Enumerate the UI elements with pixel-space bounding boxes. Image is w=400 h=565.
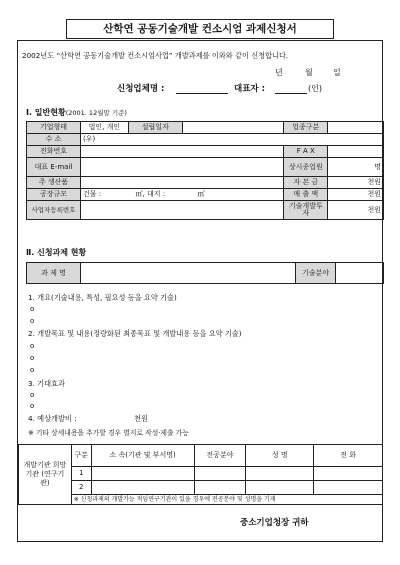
bullet: o: [30, 354, 35, 362]
phone-label: 전화번호: [27, 146, 81, 158]
rep-field[interactable]: [275, 93, 307, 94]
applicant-label: 신청업체명 :: [117, 84, 165, 94]
tech-field-label: 기술분야: [296, 263, 336, 284]
building-label: 건물 :: [82, 190, 102, 198]
tech-field-field[interactable]: [336, 263, 384, 284]
section1-title: Ⅰ. 일반현황: [26, 108, 66, 117]
land-unit: ㎡: [197, 190, 205, 198]
bizno-field[interactable]: [80, 201, 283, 220]
industry-field[interactable]: [328, 122, 384, 134]
bullet: o: [30, 317, 35, 325]
employees-unit[interactable]: 명: [328, 158, 384, 177]
section1-heading: [26, 109, 127, 117]
bullet: o: [30, 305, 35, 313]
product-field[interactable]: [80, 177, 283, 189]
founded-label: 설립일자: [128, 122, 182, 134]
industry-label: 업종구분: [284, 122, 328, 134]
fax-field[interactable]: [328, 146, 384, 158]
item-overview: 1. 개요(기술내용, 특성, 필요성 등을 요약 기술): [28, 293, 177, 302]
bullet: o: [30, 391, 35, 399]
intro-text: 2002년도 “산학연 공동기술개발 컨소시엄사업” 개발과제를 이와와 같이 신청합니다.: [22, 51, 289, 60]
seal-mark: (인): [308, 84, 322, 93]
founded-field[interactable]: [182, 122, 284, 134]
rep-label: 대표자 :: [234, 84, 265, 94]
col-division: 구분: [71, 445, 91, 467]
company-type-label: 기업형태: [27, 122, 81, 134]
dev-cost-label: 기술개발투자: [284, 201, 328, 220]
affiliation-field[interactable]: [91, 467, 194, 481]
section1-note: (2001. 12월말 기준): [65, 109, 127, 117]
phone-field[interactable]: [314, 481, 383, 495]
product-label: 주 생산품: [27, 177, 81, 189]
page-title: 산학연 공동기술개발 컨소시엄 과제신청서: [103, 23, 297, 35]
affiliation-field[interactable]: [91, 481, 194, 495]
field-field[interactable]: [194, 467, 246, 481]
row-number: 1: [71, 467, 91, 481]
date-day: 일: [333, 68, 341, 77]
factory-field[interactable]: [80, 189, 283, 201]
col-name: 성 명: [246, 445, 314, 467]
date-month: 월: [305, 68, 313, 77]
phone-field[interactable]: [314, 467, 383, 481]
item-budget-unit: 천원: [134, 414, 148, 423]
row-number: 2: [71, 481, 91, 495]
date-year: 년: [275, 68, 283, 77]
col-field: 전공분야: [194, 445, 246, 467]
institution-footnote: ※ 신청과제의 개발가능 적임연구기관이 있을 경우에 전공분야 및 성명을 기재: [71, 495, 382, 505]
col-affiliation: 소 속(기관 및 부서명): [91, 445, 194, 467]
applicant-field[interactable]: [176, 93, 228, 94]
bizno-label: 사업자등록번호: [27, 201, 81, 220]
capital-label: 자 본 금: [284, 177, 328, 189]
item-budget: 4. 예상개발비 :: [28, 414, 77, 423]
task-name-table: [26, 262, 384, 284]
item-effect: 3. 기대효과: [28, 379, 65, 388]
task-name-label: 과 제 명: [27, 263, 81, 284]
address-label: 수 소: [27, 134, 81, 146]
bullet: o: [30, 366, 35, 374]
sales-unit[interactable]: 천원: [328, 189, 384, 201]
extra-note: ※ 기타 상세내용을 추가할 경우 별지로 작성·제출 가능: [28, 429, 189, 437]
name-field[interactable]: [246, 481, 314, 495]
address-field[interactable]: (우): [80, 134, 383, 146]
field-field[interactable]: [194, 481, 246, 495]
general-info-table: [26, 121, 384, 220]
section2-heading: Ⅱ. 신청과제 현황: [26, 248, 87, 257]
email-field[interactable]: [80, 158, 283, 177]
institution-table: [18, 444, 383, 505]
capital-unit[interactable]: 천원: [328, 177, 384, 189]
corp-personal-option[interactable]: 법인, 개인: [80, 122, 128, 134]
institution-label: 개발기관 희망기관 (연구기관): [19, 445, 72, 505]
bullet: o: [30, 342, 35, 350]
col-phone: 전 화: [314, 445, 383, 467]
name-field[interactable]: [246, 467, 314, 481]
sales-label: 매 출 액: [284, 189, 328, 201]
footer-addressee: 중소기업청장 귀하: [240, 518, 309, 528]
item-goal: 2. 개발목표 및 내용(정량화된 최종목표 및 개발내용 등을 요약 기술): [28, 329, 242, 338]
email-label: 대표 E-mail: [27, 158, 81, 177]
dev-cost-unit[interactable]: 천원: [328, 201, 384, 220]
phone-field[interactable]: [80, 146, 283, 158]
bullet: o: [30, 402, 35, 410]
employees-label: 상시종업원: [284, 158, 328, 177]
fax-label: F A X: [284, 146, 328, 158]
factory-label: 공장규모: [27, 189, 81, 201]
task-name-field[interactable]: [80, 263, 295, 284]
building-unit: ㎡, 대지 :: [135, 190, 166, 198]
